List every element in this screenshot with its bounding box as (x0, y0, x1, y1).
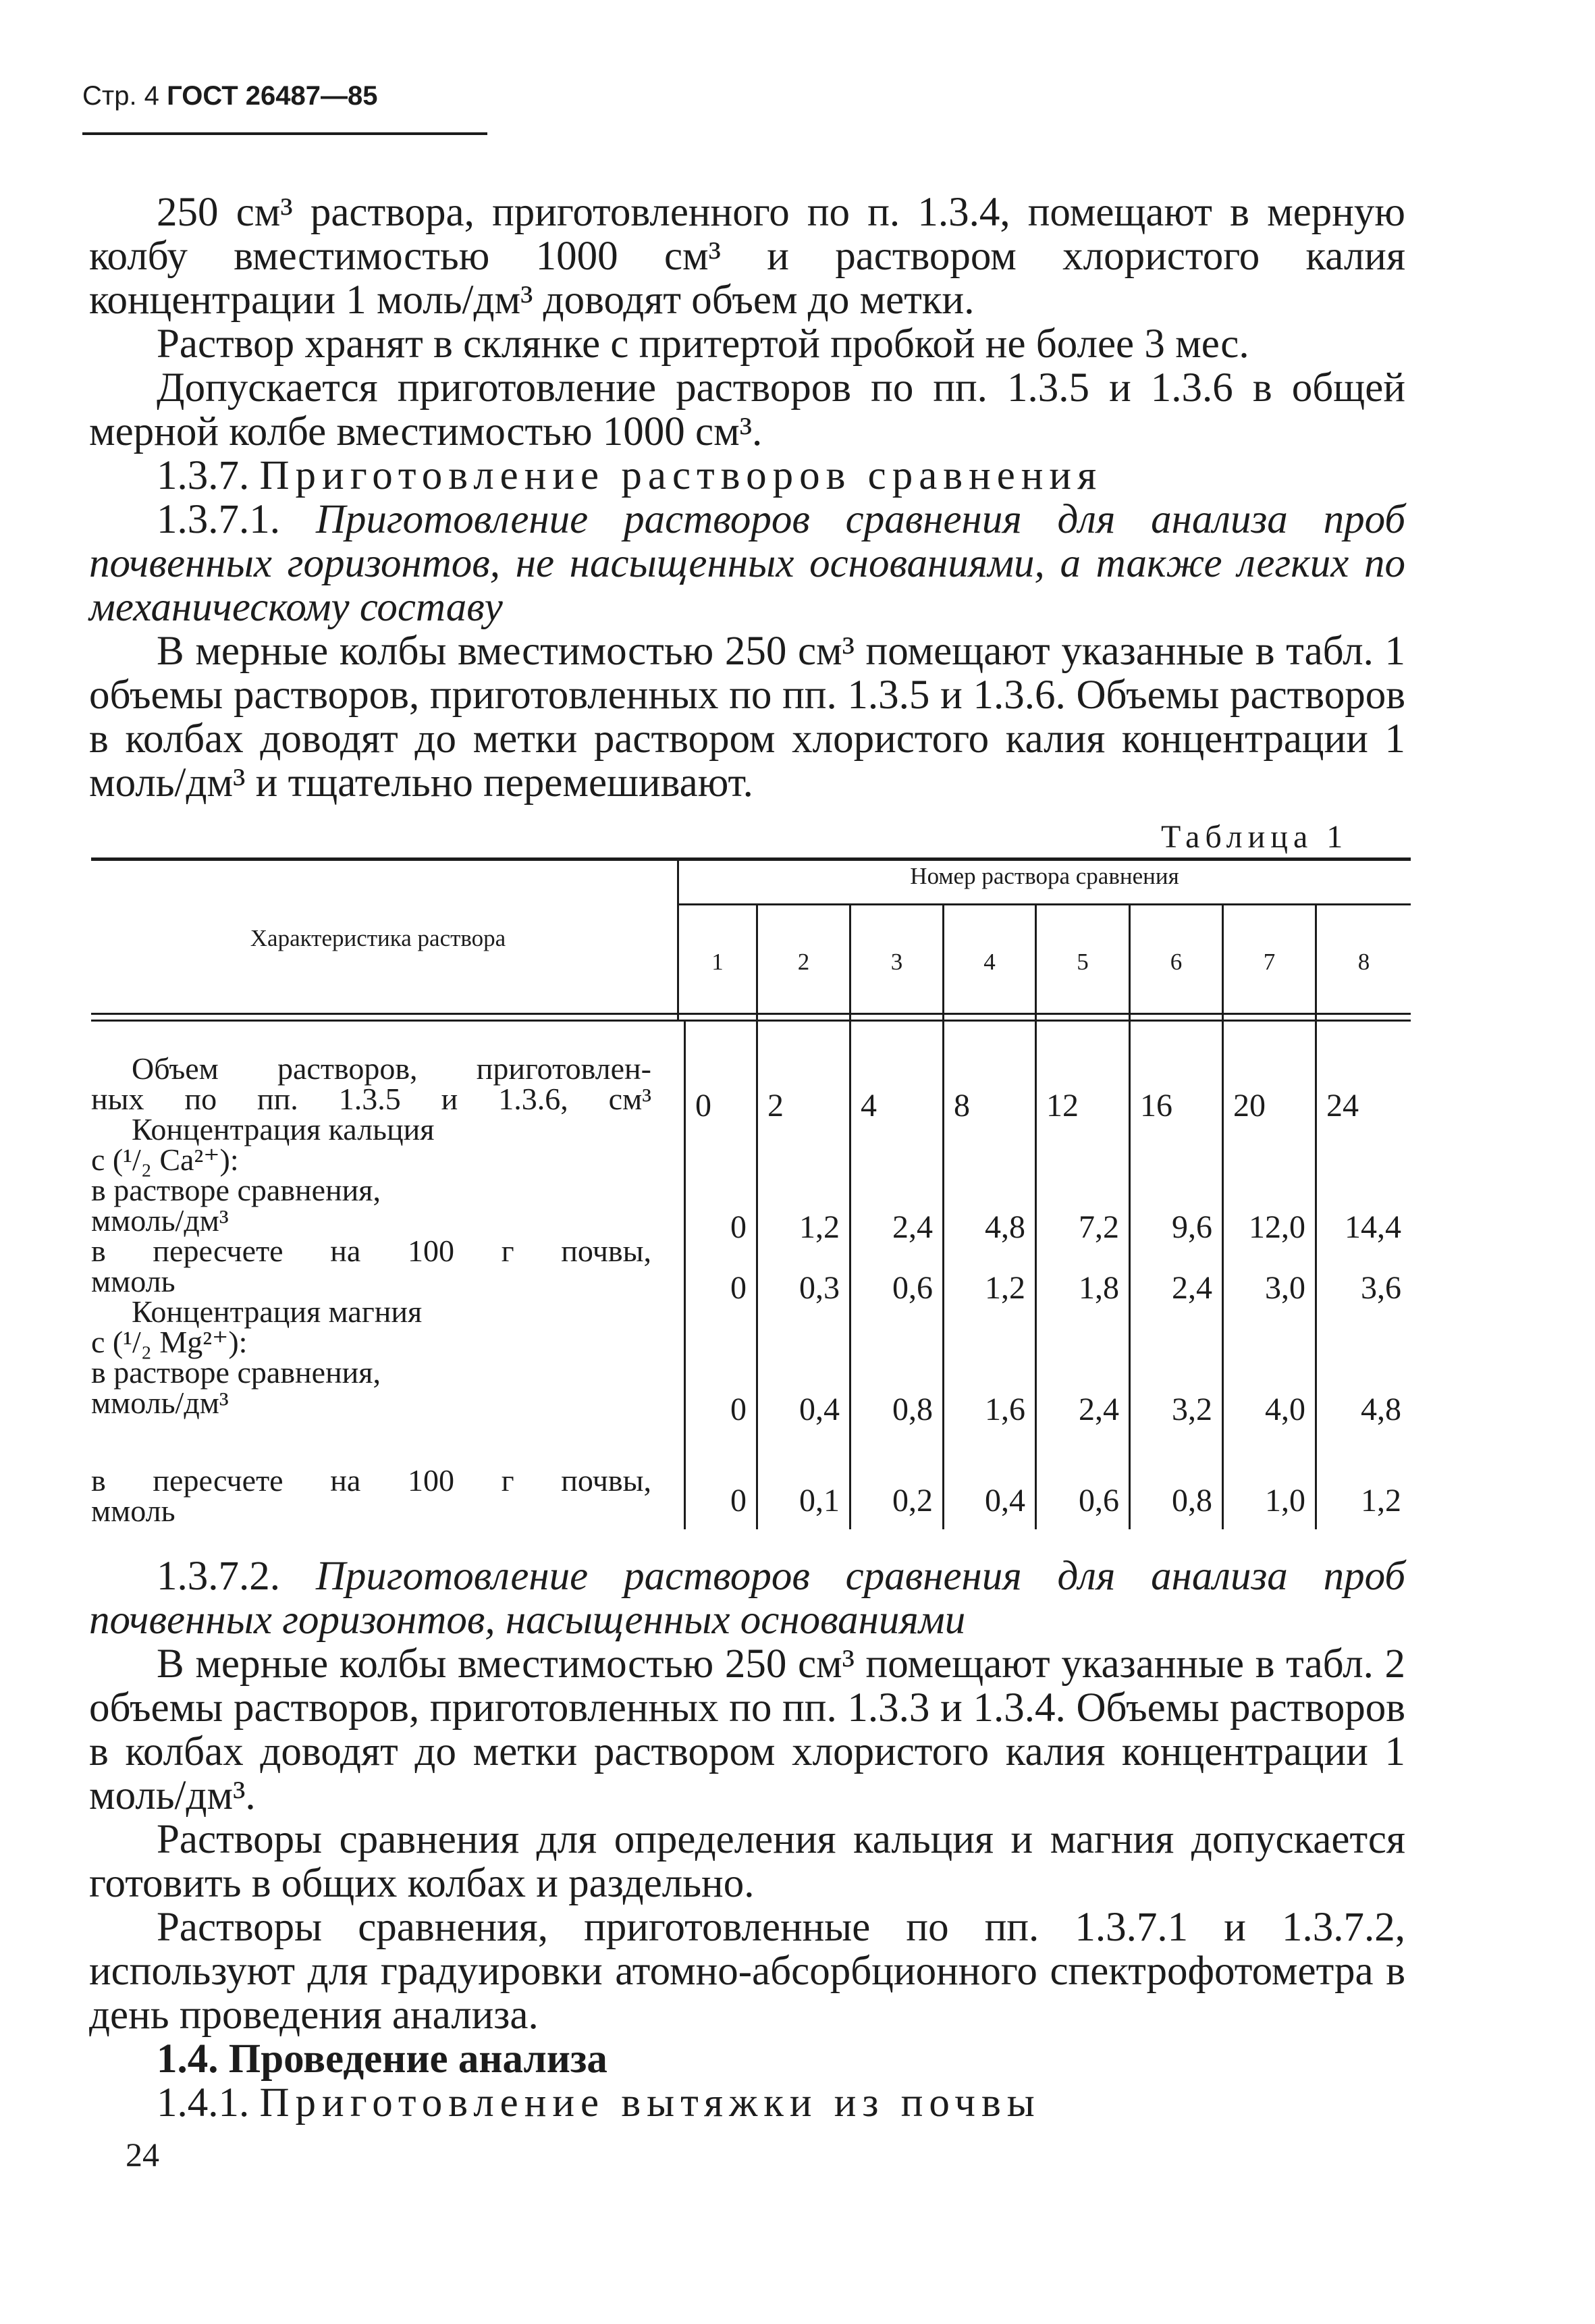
solution-number: 6 (1170, 949, 1183, 975)
table-cell: 7,2 (1079, 1209, 1119, 1245)
row-label-line: в пересчете на 100 г почвы, (91, 1234, 651, 1268)
paragraph-7: Растворы сравнения, приготовленные по пп. 1.3.7.1 и 1.3.7.2, используют для градуировки атомно-абсорбционного спектрофотометра в день проведения анализа. (89, 1905, 1405, 2038)
table-cell: 4,8 (985, 1209, 1025, 1245)
paragraph-1: 250 см³ раствора, приготовленного по п. 1.3.4, помещают в мерную колбу вместимостью 1000 см³ и раствором хлористого калия концентрации 1 моль/дм³ доводят объем до метки. (89, 190, 1405, 323)
table-cell: 1,2 (1361, 1483, 1401, 1518)
group-header-solution-number: Номер раствора сравнения (910, 863, 1179, 889)
row-label-line: с (¹/₂ Ca²⁺): (91, 1142, 239, 1177)
table-cell: 9,6 (1172, 1209, 1212, 1245)
section-1-3-7-heading (89, 454, 1405, 498)
solution-number: 2 (797, 949, 810, 975)
row-label-line: в растворе сравнения, (91, 1173, 381, 1207)
table-cell: 3,0 (1265, 1270, 1305, 1306)
column-header-characteristic: Характеристика раствора (250, 925, 506, 951)
table-cell: 12 (1046, 1088, 1079, 1124)
row-label-line: ммоль/дм³ (91, 1385, 229, 1420)
table-cell: 2,4 (1172, 1270, 1212, 1306)
table-cell: 0 (730, 1392, 747, 1427)
row-label-line: Концентрация магния (132, 1294, 423, 1329)
section-1-4-heading: 1.4. Проведение анализа (157, 2036, 607, 2082)
table-cell: 0,2 (892, 1483, 933, 1518)
table-cell: 12,0 (1249, 1209, 1305, 1245)
paragraph-6: Растворы сравнения для определения кальция и магния допускается готовить в общих колбах и раздельно. (89, 1817, 1405, 1906)
row-label-line: с (¹/₂ Mg²⁺): (91, 1325, 248, 1359)
row-label-line: ммоль (91, 1264, 175, 1298)
row-label-line: ных по пп. 1.3.5 и 1.3.6, см³ (91, 1082, 651, 1116)
solution-number: 8 (1357, 949, 1370, 975)
row-label-line: ммоль (91, 1494, 175, 1528)
header-bottom-rule-1 (91, 1013, 1411, 1015)
table-cell: 3,2 (1172, 1392, 1212, 1427)
table-cell: 0,6 (892, 1270, 933, 1306)
table-cell: 1,0 (1265, 1483, 1305, 1518)
row-label-line: в пересчете на 100 г почвы, (91, 1463, 651, 1498)
solution-number: 7 (1263, 949, 1276, 975)
table-cell: 0,4 (985, 1483, 1025, 1518)
row-label-line: в растворе сравнения, (91, 1355, 381, 1390)
section-title: Приготовление растворов сравнения для анализа проб почвенных горизонтов, не насыщенных основаниями, а также легких по механическому составу (89, 497, 1405, 630)
col-divider (677, 857, 679, 1022)
table-cell: 0 (695, 1088, 711, 1124)
table-cell: 0,6 (1079, 1483, 1119, 1518)
row-label-calcium-soil (91, 1236, 651, 1296)
table-cell: 4 (861, 1088, 877, 1124)
table-cell: 0 (730, 1209, 747, 1245)
solution-number: 4 (983, 949, 996, 975)
table-cell: 1,8 (1079, 1270, 1119, 1306)
table-cell: 4,8 (1361, 1392, 1401, 1427)
section-number: 1.3.7. (157, 453, 250, 498)
table-cell: 14,4 (1345, 1209, 1401, 1245)
table-cell: 1,6 (985, 1392, 1025, 1427)
paragraph-3: Допускается приготовление растворов по пп. 1.3.5 и 1.3.6 в общей мерной колбе вместимостью 1000 см³. (89, 365, 1405, 454)
table-title: Таблица 1 (1161, 819, 1349, 855)
header-bottom-rule-2 (91, 1020, 1411, 1022)
table-cell: 2,4 (1079, 1392, 1119, 1427)
header-rule (82, 132, 487, 135)
row-label-magnesium-soil (91, 1465, 651, 1526)
section-1-3-7-1-heading (89, 498, 1405, 629)
group-header-rule (677, 903, 1411, 905)
standard-number: ГОСТ 26487—85 (167, 81, 378, 111)
section-number: 1.3.7.1. (157, 497, 280, 542)
paragraph-5: В мерные колбы вместимостью 250 см³ помещают указанные в табл. 2 объемы растворов, приготовленных по пп. 1.3.3 и 1.3.4. Объемы растворов в колбах доводят до метки раствором хлористого калия концентрации 1 моль/дм³. (89, 1641, 1405, 1818)
section-title: Приготовление растворов сравнения для анализа проб почвенных горизонтов, насыщенных основаниями (89, 1554, 1405, 1643)
section-1-4-1-heading (89, 2081, 1405, 2125)
solution-number: 3 (890, 949, 903, 975)
table-cell: 1,2 (799, 1209, 840, 1245)
table-cell: 1,2 (985, 1270, 1025, 1306)
table-cell: 20 (1233, 1088, 1266, 1124)
row-label-line: Объем растворов, приготовлен- (132, 1051, 651, 1086)
upper-text-block (89, 190, 1405, 805)
lower-text-block (89, 1554, 1405, 2125)
section-1-3-7-2-heading (89, 1554, 1405, 1642)
row-label-magnesium-solution (91, 1296, 651, 1418)
table-cell: 2 (767, 1088, 784, 1124)
table-cell: 24 (1326, 1088, 1359, 1124)
running-head (82, 81, 377, 111)
table-cell: 0 (730, 1270, 747, 1306)
table-cell: 0,8 (1172, 1483, 1212, 1518)
table-cell: 8 (954, 1088, 970, 1124)
row-label-calcium-solution (91, 1114, 651, 1236)
page-prefix: Стр. 4 (82, 81, 159, 111)
table-cell: 0 (730, 1483, 747, 1518)
table-cell: 16 (1140, 1088, 1172, 1124)
solution-number: 1 (711, 949, 724, 975)
table-cell: 0,4 (799, 1392, 840, 1427)
section-number: 1.3.7.2. (157, 1554, 280, 1599)
paragraph-4: В мерные колбы вместимостью 250 см³ помещают указанные в табл. 1 объемы растворов, приготовленных по пп. 1.3.5 и 1.3.6. Объемы растворов в колбах доводят до метки раствором хлористого калия концентрации 1 моль/дм³ и тщательно перемешивают. (89, 629, 1405, 806)
row-label-line: ммоль/дм³ (91, 1203, 229, 1238)
table-cell: 3,6 (1361, 1270, 1401, 1306)
section-title: Приготовление вытяжки из почвы (259, 2080, 1041, 2125)
paragraph-2: Раствор хранят в склянке с притертой пробкой не более 3 мес. (157, 321, 1249, 367)
section-title: Приготовление растворов сравнения (259, 453, 1103, 498)
table-cell: 0,1 (799, 1483, 840, 1518)
table-top-rule (91, 857, 1411, 861)
solution-number: 5 (1077, 949, 1089, 975)
table-cell: 2,4 (892, 1209, 933, 1245)
table-cell: 0,3 (799, 1270, 840, 1306)
table-cell: 0,8 (892, 1392, 933, 1427)
section-number: 1.4.1. (157, 2080, 250, 2125)
page-number: 24 (126, 2136, 159, 2173)
row-label-line: Концентрация кальция (132, 1112, 435, 1146)
row-label-volume (91, 1053, 651, 1114)
table-cell: 4,0 (1265, 1392, 1305, 1427)
